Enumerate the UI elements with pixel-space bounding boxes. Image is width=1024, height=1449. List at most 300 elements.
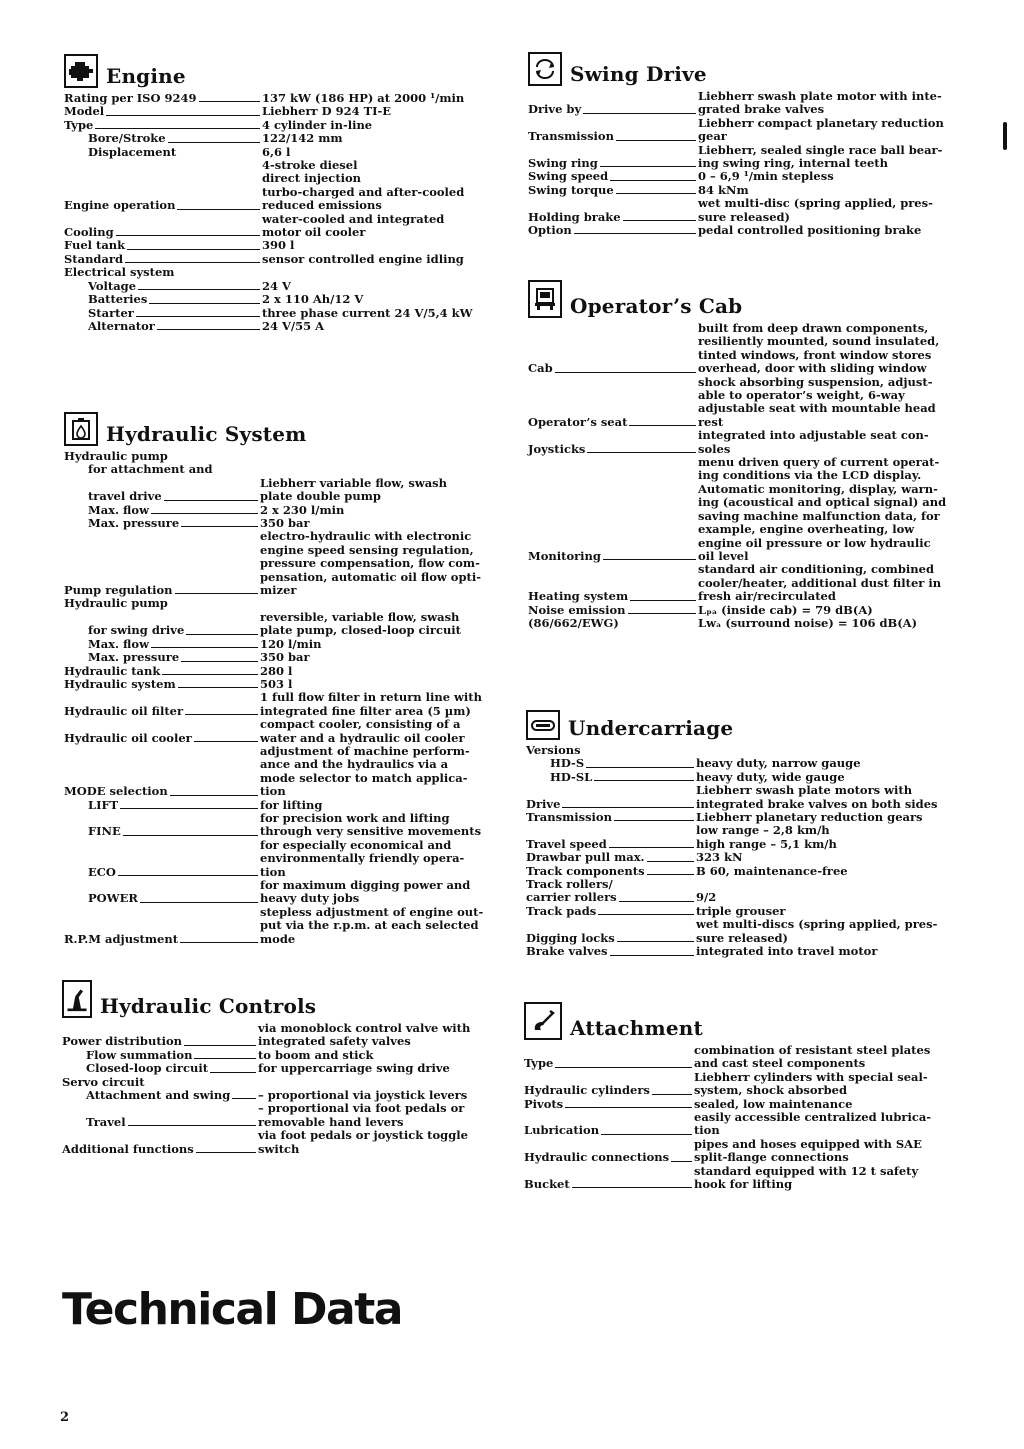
leader-line [128, 1125, 256, 1126]
hydraulic-controls-section [62, 974, 512, 1156]
spec-row [524, 1098, 974, 1111]
spec-value [698, 117, 978, 144]
leader-line [162, 674, 258, 675]
spec-value [698, 617, 978, 630]
spec-label-cell [64, 253, 262, 266]
leader-line [647, 874, 694, 875]
spec-row [528, 184, 978, 197]
spec-label: Drawbar pull max. [526, 850, 645, 865]
spec-value-line: and cast steel components [694, 1056, 866, 1071]
spec-row [64, 266, 504, 279]
spec-row [64, 530, 514, 597]
spec-value [260, 906, 514, 946]
spec-row [64, 517, 514, 530]
leader-line [565, 1107, 692, 1108]
spec-value-line: wet multi-discs (spring applied, pres- [696, 917, 938, 932]
spec-value-line: gear [698, 129, 727, 144]
leader-line [603, 559, 696, 560]
spec-label-cell [64, 477, 260, 504]
spec-value [260, 597, 514, 610]
leader-line [555, 1067, 692, 1068]
leader-line [210, 1072, 256, 1073]
spec-value-line: hook for lifting [694, 1177, 793, 1192]
spec-label-cell [64, 812, 260, 839]
spec-label: Transmission [528, 129, 614, 144]
spec-row [62, 1022, 512, 1049]
leader-line [199, 101, 261, 102]
leader-line [184, 1045, 256, 1046]
leader-line [630, 600, 696, 601]
spec-row [528, 617, 978, 630]
spec-row [64, 253, 504, 266]
leader-line [623, 220, 696, 221]
spec-value [260, 879, 514, 906]
spec-value-line: three phase current 24 V/5,4 kW [262, 305, 473, 320]
spec-value-line: oil level [698, 548, 749, 563]
spec-value-line: via monoblock control valve with [258, 1021, 471, 1035]
swing-drive-rows [528, 90, 978, 237]
spec-value [698, 197, 978, 224]
spec-row [64, 597, 514, 610]
spec-row [526, 851, 976, 864]
spec-value-line: able to operator’s weight, 6-way [698, 388, 905, 403]
leader-line [647, 861, 694, 862]
spec-value [258, 1062, 512, 1075]
spec-label-cell [524, 1044, 694, 1071]
leader-line [586, 767, 694, 768]
swing-drive-header [528, 42, 978, 86]
spec-value-line: adjustment of machine perform- [260, 743, 470, 758]
attachment-rows [524, 1044, 974, 1191]
spec-row [526, 744, 976, 757]
spec-label: Operator’s seat [528, 414, 628, 429]
leader-line [95, 128, 260, 129]
spec-value-line: combination of resistant steel plates [694, 1043, 931, 1057]
spec-value [694, 1111, 974, 1138]
spec-label-cell [64, 678, 260, 691]
spec-value [260, 691, 514, 718]
spec-row [526, 824, 976, 851]
spec-label-cell [528, 144, 698, 171]
spec-label: Hydraulic oil filter [64, 703, 184, 718]
spec-value-line: 350 bar [260, 516, 310, 531]
spec-label-cell [524, 1111, 694, 1138]
spec-label: Hydraulic pump [64, 449, 168, 463]
spec-value-line: via foot pedals or joystick toggle [258, 1128, 468, 1143]
leader-line [120, 808, 258, 809]
spec-value-line: mode selector to match applica- [260, 770, 468, 785]
spec-value-line: standard equipped with 12 t safety [694, 1163, 919, 1178]
spec-label-cell [64, 213, 262, 240]
leader-line [555, 372, 696, 373]
spec-label-cell [64, 132, 262, 145]
spec-label: Hydraulic oil cooler [64, 730, 192, 745]
spec-label-cell [64, 159, 262, 213]
spec-value [262, 266, 504, 279]
spec-label-cell [526, 824, 696, 851]
leader-line [617, 941, 694, 942]
spec-label-cell [64, 504, 260, 517]
spec-label-cell [64, 718, 260, 745]
leader-line [125, 262, 260, 263]
spec-value-line: turbo-charged and after-cooled [262, 184, 465, 199]
spec-label-cell [62, 1102, 258, 1129]
spec-row [526, 905, 976, 918]
engine-rows [64, 92, 504, 333]
spec-label-cell [524, 1138, 694, 1165]
spec-row [62, 1089, 512, 1102]
spec-value-line: – proportional via joystick levers [258, 1088, 468, 1103]
spec-value [258, 1022, 512, 1049]
spec-row [528, 604, 978, 617]
leader-line [136, 316, 260, 317]
spec-label-cell [528, 563, 698, 603]
spec-value-line: for maximum digging power and [260, 878, 471, 892]
leader-line [194, 1058, 256, 1059]
spec-value [262, 92, 504, 105]
spec-value [260, 745, 514, 799]
spec-label-cell [528, 170, 698, 183]
leader-line [164, 500, 258, 501]
spec-label-cell [64, 651, 260, 664]
spec-value [262, 105, 504, 118]
hydraulic-system-rows [64, 450, 514, 946]
spec-value-line: 280 l [260, 663, 293, 678]
spec-value [262, 119, 504, 132]
spec-label-cell [64, 665, 260, 678]
spec-value-line: for lifting [260, 797, 323, 812]
spec-row [64, 504, 514, 517]
spec-value-line: wet multi-disc (spring applied, pres- [698, 196, 933, 211]
spec-label: Brake valves [526, 944, 608, 959]
spec-label-cell [526, 811, 696, 824]
leader-line [127, 249, 260, 250]
spec-label-cell [62, 1089, 258, 1102]
spec-value-line: Liebherr swash plate motors with [696, 783, 913, 798]
leader-line [610, 180, 696, 181]
spec-row [528, 197, 978, 224]
spec-label-cell [64, 266, 262, 279]
spec-value [258, 1049, 512, 1062]
operators-cab-title: Operator’s Cab [570, 294, 743, 318]
spec-row [64, 213, 504, 240]
spec-value-line: ing swing ring, internal teeth [698, 156, 888, 171]
spec-label-cell [64, 517, 260, 530]
spec-value-line: – proportional via foot pedals or [258, 1101, 465, 1116]
leader-line [180, 942, 258, 943]
spec-label: Track pads [526, 903, 597, 918]
spec-value-line: switch [258, 1141, 300, 1156]
spec-label: Lubrication [524, 1123, 600, 1138]
spec-row [528, 322, 978, 376]
spec-value [694, 1044, 974, 1071]
spec-value-line: B 60, maintenance-free [696, 863, 848, 878]
spec-label-cell [64, 638, 260, 651]
spec-label: Digging locks [526, 930, 615, 945]
spec-label-cell [526, 757, 696, 770]
hydraulic-controls-header [62, 974, 512, 1018]
spec-label-cell [64, 105, 262, 118]
spec-value-line: rest [698, 414, 724, 429]
spec-label: Cab [528, 361, 553, 376]
spec-value [698, 144, 978, 171]
spec-value [698, 90, 978, 117]
hydraulic-tank-icon [64, 412, 98, 446]
spec-value-line: system, shock absorbed [694, 1083, 848, 1098]
spec-value-line: 503 l [260, 676, 293, 691]
spec-value [696, 891, 976, 904]
spec-label: LIFT [88, 797, 119, 812]
leader-line [587, 452, 696, 453]
spec-label: Transmission [526, 810, 612, 825]
engine-section [64, 44, 504, 333]
spec-row [528, 90, 978, 117]
spec-row [524, 1111, 974, 1138]
spec-label-cell [526, 744, 696, 757]
spec-value-line: Lᴡₐ (surround noise) = 106 dB(A) [698, 615, 918, 630]
undercarriage-title: Undercarriage [568, 716, 734, 740]
spec-row [64, 651, 514, 664]
undercarriage-section [526, 696, 976, 959]
spec-row [526, 784, 976, 811]
spec-row [64, 745, 514, 799]
leader-line [652, 1094, 692, 1095]
leader-line [181, 526, 258, 527]
spec-value [696, 945, 976, 958]
spec-row [64, 146, 504, 159]
undercarriage-header [526, 696, 976, 740]
spec-value-line: integrated brake valves on both sides [696, 796, 938, 811]
spec-value [262, 146, 504, 159]
spec-row [528, 224, 978, 237]
spec-value [260, 665, 514, 678]
spec-value-line: 4 cylinder in-line [262, 117, 373, 132]
operators-cab-rows [528, 322, 978, 630]
spec-label: Servo circuit [62, 1074, 145, 1089]
spec-row [526, 891, 976, 904]
swing-drive-section [528, 42, 978, 237]
spec-row [528, 376, 978, 430]
spec-label: Alternator [88, 318, 155, 333]
spec-label: carrier rollers [526, 890, 617, 905]
spec-label: Swing ring [528, 156, 598, 171]
spec-value-line: integrated fine filter area (5 µm) [260, 703, 471, 718]
spec-value [260, 517, 514, 530]
spec-row [528, 117, 978, 144]
spec-value [694, 1071, 974, 1098]
spec-label-cell [64, 320, 262, 333]
spec-value-line: tinted windows, front window stores [698, 347, 932, 362]
spec-value [262, 213, 504, 240]
spec-value [262, 280, 504, 293]
spec-row [528, 144, 978, 171]
spec-value-line: Liebherr cylinders with special seal- [694, 1069, 928, 1084]
spec-label-cell [64, 691, 260, 718]
spec-label-cell [64, 906, 260, 946]
spec-value-line: Liebherr compact planetary reduction [698, 115, 944, 130]
spec-value [698, 604, 978, 617]
spec-row [524, 1044, 974, 1071]
spec-row [62, 1062, 512, 1075]
leader-line [628, 613, 696, 614]
spec-value [698, 376, 978, 430]
spec-row [64, 638, 514, 651]
spec-value-line: 122/142 mm [262, 131, 343, 146]
spec-label-cell [526, 851, 696, 864]
spec-label-cell [64, 839, 260, 879]
spec-value [262, 293, 504, 306]
spec-value-line: overhead, door with sliding window [698, 361, 927, 376]
leader-line [181, 661, 258, 662]
hydraulic-controls-rows [62, 1022, 512, 1156]
spec-value [262, 307, 504, 320]
spec-label-cell [64, 611, 260, 638]
spec-value [258, 1129, 512, 1156]
spec-value-line: tion [260, 784, 286, 799]
spec-value-line: water-cooled and integrated [262, 211, 445, 226]
spec-label: Closed-loop circuit [86, 1061, 209, 1076]
spec-value-line: motor oil cooler [262, 225, 366, 240]
spec-label-cell [64, 745, 260, 799]
spec-value-line: put via the r.p.m. at each selected [260, 918, 479, 933]
spec-label-cell [526, 905, 696, 918]
spec-value-line: integrated into travel motor [696, 944, 878, 959]
spec-label: Travel [86, 1114, 126, 1129]
spec-value-line: Liebherr, sealed single race ball bear- [698, 142, 943, 157]
spec-label: HD-S [550, 756, 585, 771]
spec-label: Noise emission [528, 602, 626, 617]
spec-row [528, 563, 978, 603]
leader-line [594, 780, 694, 781]
spec-label-cell [528, 322, 698, 376]
spec-label-cell [528, 117, 698, 144]
spec-label-cell [524, 1071, 694, 1098]
spec-value [696, 744, 976, 757]
spec-row [528, 456, 978, 563]
spec-value [698, 322, 978, 376]
spec-label: MODE selection [64, 784, 168, 799]
spec-row [64, 678, 514, 691]
spec-label: Travel speed [526, 836, 607, 851]
spec-label: Max. pressure [88, 516, 180, 531]
spec-label-cell [64, 239, 262, 252]
spec-row [64, 463, 514, 476]
spec-label: (86/662/EWG) [528, 615, 619, 630]
leader-line [600, 166, 696, 167]
spec-value [262, 253, 504, 266]
spec-value-line: reduced emissions [262, 198, 382, 213]
spec-label-cell [526, 918, 696, 945]
spec-label-cell [528, 90, 698, 117]
spec-label: Voltage [88, 278, 137, 293]
engine-icon [64, 54, 98, 88]
spec-value [260, 638, 514, 651]
spec-label-cell [528, 197, 698, 224]
spec-row [526, 865, 976, 878]
spec-label-cell [64, 799, 260, 812]
spec-value [696, 905, 976, 918]
spec-value-line: 1 full flow filter in return line with [260, 690, 482, 705]
spec-label: Monitoring [528, 548, 601, 563]
swing-drive-title: Swing Drive [570, 62, 707, 86]
spec-label: Pivots [524, 1096, 564, 1111]
spec-label: Flow summation [86, 1047, 193, 1062]
spec-label-cell [524, 1098, 694, 1111]
spec-row [528, 170, 978, 183]
spec-value-line: heavy duty jobs [260, 891, 360, 906]
spec-label-cell [64, 146, 262, 159]
spec-row [64, 132, 504, 145]
spec-row [64, 691, 514, 718]
spec-label: Track components [526, 863, 645, 878]
spec-row [526, 878, 976, 891]
spec-value-line: Liebherr D 924 TI-E [262, 104, 392, 119]
spec-value-line: tion [694, 1123, 720, 1138]
spec-label-cell [64, 280, 262, 293]
spec-label: Hydraulic tank [64, 663, 161, 678]
spec-value [696, 865, 976, 878]
spec-row [64, 280, 504, 293]
spec-label: Hydraulic cylinders [524, 1083, 650, 1098]
spec-value-line: reversible, variable flow, swash [260, 609, 460, 624]
spec-value [260, 799, 514, 812]
spec-label: Cooling [64, 225, 114, 240]
spec-row [64, 799, 514, 812]
leader-line [149, 303, 260, 304]
scan-speck [1003, 122, 1007, 150]
bucket-arm-icon [524, 1002, 562, 1040]
leader-line [616, 140, 696, 141]
spec-label: Batteries [88, 292, 148, 307]
engine-header [64, 44, 504, 88]
spec-label: travel drive [88, 489, 162, 504]
spec-value [694, 1165, 974, 1192]
spec-value-line: 390 l [262, 238, 295, 253]
spec-value [262, 320, 504, 333]
spec-label: Option [528, 223, 572, 238]
spec-value-line: Liebherr variable flow, swash [260, 475, 448, 490]
spec-label-cell [64, 92, 262, 105]
spec-value-line: 4-stroke diesel [262, 158, 358, 173]
spec-row [64, 879, 514, 906]
spec-value [260, 651, 514, 664]
spec-label: Hydraulic system [64, 676, 176, 691]
spec-label: for attachment and [88, 462, 213, 477]
spec-value-line: 24 V [262, 278, 291, 293]
spec-value [260, 530, 514, 597]
spec-label-cell [528, 429, 698, 456]
spec-value-line: tion [260, 864, 286, 879]
spec-label: R.P.M adjustment [64, 931, 179, 946]
spec-value [696, 824, 976, 851]
spec-value-line: easily accessible centralized lubrica- [694, 1110, 932, 1125]
spec-value-line: ing conditions via the LCD display. [698, 468, 922, 483]
spec-value [258, 1102, 512, 1129]
spec-label-cell [526, 945, 696, 958]
spec-value-line: removable hand levers [258, 1114, 404, 1129]
spec-row [526, 918, 976, 945]
spec-value-line: direct injection [262, 171, 362, 186]
spec-value [696, 918, 976, 945]
spec-row [64, 611, 514, 638]
spec-label-cell [528, 456, 698, 563]
spec-value [696, 811, 976, 824]
undercarriage-rows [526, 744, 976, 959]
spec-value [258, 1089, 512, 1102]
cab-seat-icon [528, 280, 562, 318]
spec-value-line: plate pump, closed-loop circuit [260, 623, 461, 638]
spec-value-line: water and a hydraulic oil cooler [260, 730, 465, 745]
